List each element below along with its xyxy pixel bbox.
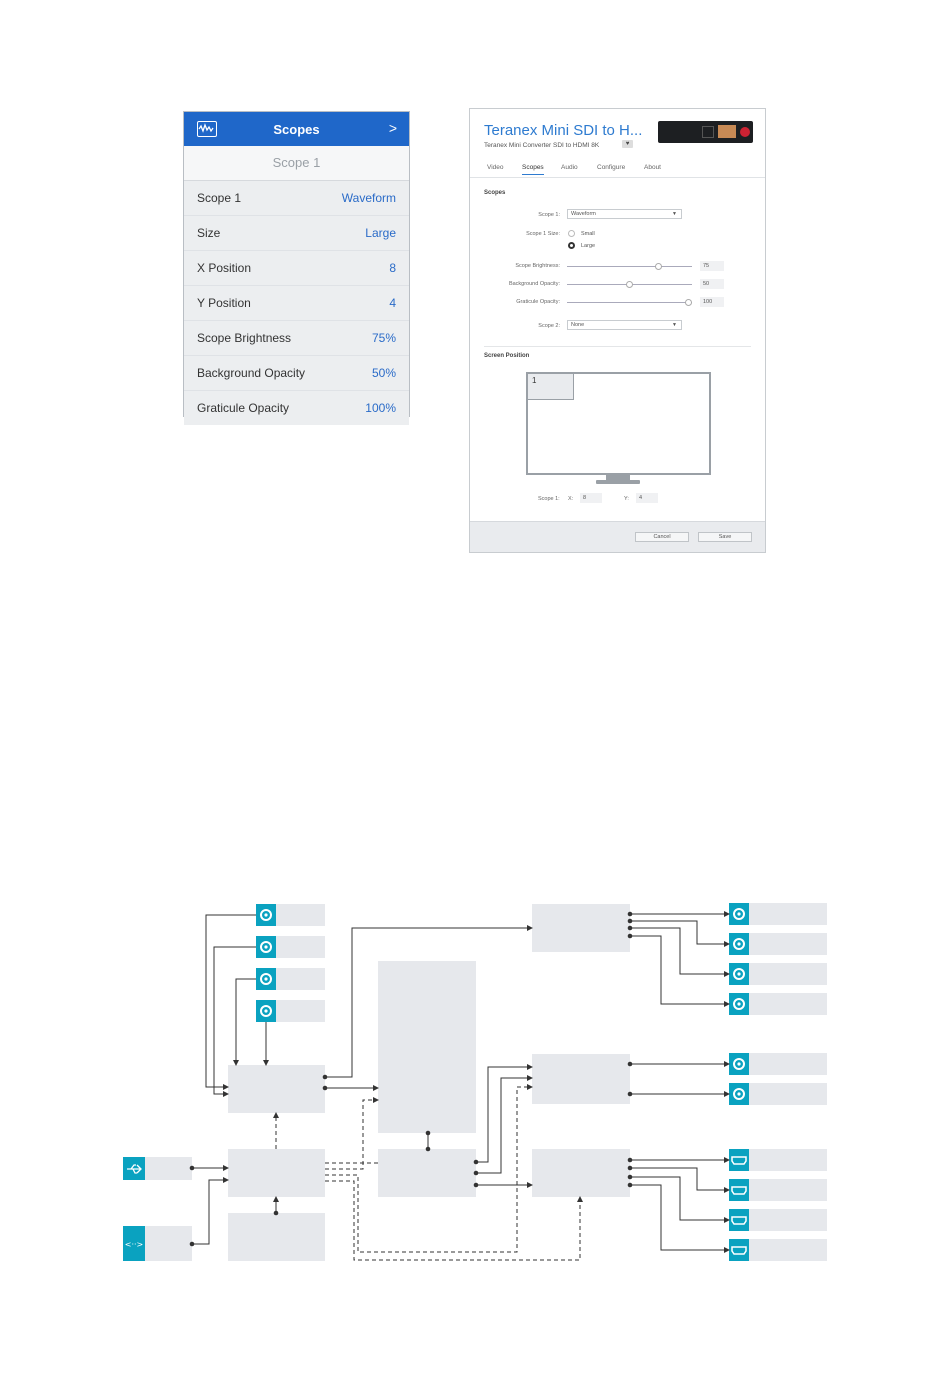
input-block bbox=[228, 1065, 325, 1113]
processing-block bbox=[378, 961, 476, 1133]
sdi-input-port bbox=[256, 968, 325, 990]
window-subtitle: Teranex Mini Converter SDI to HDMI 8K bbox=[484, 142, 600, 149]
menu-header[interactable] bbox=[184, 112, 409, 146]
row-label: X Position bbox=[197, 261, 252, 275]
x-label: X: bbox=[568, 496, 574, 502]
power-block bbox=[228, 1213, 325, 1261]
heart-icon[interactable]: ♥ bbox=[622, 140, 633, 148]
row-label: Graticule Opacity bbox=[197, 401, 290, 415]
hdmi-output-port bbox=[729, 1179, 827, 1201]
usb-port bbox=[123, 1157, 192, 1180]
row-value: 8 bbox=[389, 261, 396, 275]
hdmi-output-port bbox=[729, 1239, 827, 1261]
device-buttons bbox=[702, 126, 714, 138]
menu-row-x-position[interactable] bbox=[184, 251, 409, 286]
background-opacity-slider[interactable] bbox=[567, 284, 692, 285]
screen-position-section-title: Screen Position bbox=[484, 353, 530, 359]
device-screen bbox=[718, 125, 736, 138]
scope2-label: Scope 2: bbox=[538, 323, 560, 329]
window-footer bbox=[470, 521, 765, 552]
row-value: 75% bbox=[371, 331, 396, 345]
scope1-select[interactable] bbox=[567, 209, 682, 219]
chevron-right-icon[interactable]: > bbox=[388, 120, 397, 136]
save-button[interactable]: Save bbox=[698, 532, 752, 542]
size-small-radio[interactable] bbox=[568, 230, 575, 237]
tab-bar bbox=[470, 161, 765, 178]
row-value: 50% bbox=[371, 366, 396, 380]
row-value: 4 bbox=[389, 296, 396, 310]
monitor-output-block bbox=[532, 1054, 630, 1104]
menu-row-y-position[interactable] bbox=[184, 286, 409, 321]
hdmi-output-block bbox=[532, 1149, 630, 1197]
menu-subheader: Scope 1 bbox=[184, 146, 409, 181]
sdi-output-port bbox=[729, 903, 827, 925]
sdi-output-port bbox=[729, 963, 827, 985]
section-divider bbox=[484, 346, 751, 347]
tab-audio[interactable]: Audio bbox=[561, 164, 578, 171]
device-knob bbox=[740, 127, 750, 137]
hdmi-output-port bbox=[729, 1209, 827, 1231]
block-diagram bbox=[0, 880, 950, 1280]
menu-row-size[interactable] bbox=[184, 216, 409, 251]
row-value: Large bbox=[365, 226, 396, 240]
scope1-position-box[interactable]: 1 bbox=[528, 374, 574, 400]
ethernet-icon bbox=[125, 1240, 144, 1249]
tab-about[interactable]: About bbox=[644, 164, 661, 171]
svg-text:<··>: <··> bbox=[124, 1240, 144, 1249]
memory-block bbox=[378, 1149, 476, 1197]
menu-row-background-opacity[interactable] bbox=[184, 356, 409, 391]
x-position-input[interactable]: 8 bbox=[580, 493, 602, 503]
row-label: Y Position bbox=[197, 296, 251, 310]
hdmi-output-port bbox=[729, 1149, 827, 1171]
scope-brightness-slider[interactable] bbox=[567, 266, 692, 267]
row-label: Scope Brightness bbox=[197, 331, 292, 345]
setup-utility-window bbox=[469, 108, 766, 553]
row-label: Background Opacity bbox=[197, 366, 306, 380]
row-value: Waveform bbox=[341, 191, 396, 205]
scope1-size-label: Scope 1 Size: bbox=[526, 231, 560, 237]
screen-position-preview[interactable] bbox=[526, 372, 711, 475]
size-large-radio[interactable] bbox=[568, 242, 575, 249]
slider-thumb[interactable] bbox=[685, 299, 692, 306]
scope2-select-value: None bbox=[571, 322, 585, 328]
menu-row-scope1[interactable] bbox=[184, 181, 409, 216]
lcd-scopes-menu bbox=[183, 111, 410, 417]
sdi-output-port bbox=[729, 993, 827, 1015]
sdi-input-port bbox=[256, 904, 325, 926]
sdi-input-port bbox=[256, 1000, 325, 1022]
sdi-input-port bbox=[256, 936, 325, 958]
scope2-select[interactable] bbox=[567, 320, 682, 330]
scopes-section-title: Scopes bbox=[484, 190, 506, 196]
tab-video[interactable]: Video bbox=[487, 164, 504, 171]
monitor-output-port bbox=[729, 1083, 827, 1105]
graticule-opacity-label: Graticule Opacity: bbox=[516, 299, 560, 305]
row-value: 100% bbox=[365, 401, 396, 415]
scope1-select-value: Waveform bbox=[571, 211, 596, 217]
background-opacity-label: Background Opacity: bbox=[508, 281, 560, 287]
row-label: Size bbox=[197, 226, 221, 240]
monitor-base bbox=[596, 480, 640, 484]
slider-thumb[interactable] bbox=[626, 281, 633, 288]
graticule-opacity-slider[interactable] bbox=[567, 302, 692, 303]
size-large-label: Large bbox=[581, 243, 596, 249]
dropdown-arrow-icon: ▼ bbox=[672, 322, 677, 328]
sdi-output-block bbox=[532, 904, 630, 952]
size-small-label: Small bbox=[581, 231, 595, 237]
cancel-button[interactable]: Cancel bbox=[635, 532, 689, 542]
sdi-output-port bbox=[729, 933, 827, 955]
row-label: Scope 1 bbox=[197, 191, 242, 205]
device-image bbox=[658, 121, 753, 143]
menu-row-scope-brightness[interactable] bbox=[184, 321, 409, 356]
tab-configure[interactable]: Configure bbox=[597, 164, 626, 171]
scope-brightness-value[interactable]: 75 bbox=[700, 261, 724, 271]
dropdown-arrow-icon: ▼ bbox=[672, 211, 677, 217]
window-title: Teranex Mini SDI to H... bbox=[484, 122, 643, 139]
y-label: Y: bbox=[624, 496, 629, 502]
control-block bbox=[228, 1149, 325, 1197]
scope1-label: Scope 1: bbox=[538, 212, 560, 218]
monitor-output-port bbox=[729, 1053, 827, 1075]
position-row-label: Scope 1: bbox=[538, 496, 560, 502]
scope-brightness-label: Scope Brightness: bbox=[515, 263, 560, 269]
menu-title: Scopes bbox=[273, 122, 320, 137]
background-opacity-value[interactable]: 50 bbox=[700, 279, 724, 289]
menu-row-graticule-opacity[interactable] bbox=[184, 391, 409, 425]
slider-thumb[interactable] bbox=[655, 263, 662, 270]
y-position-input[interactable]: 4 bbox=[636, 493, 658, 503]
ethernet-port bbox=[123, 1226, 192, 1261]
graticule-opacity-value[interactable]: 100 bbox=[700, 297, 724, 307]
tab-scopes[interactable]: Scopes bbox=[522, 164, 544, 175]
